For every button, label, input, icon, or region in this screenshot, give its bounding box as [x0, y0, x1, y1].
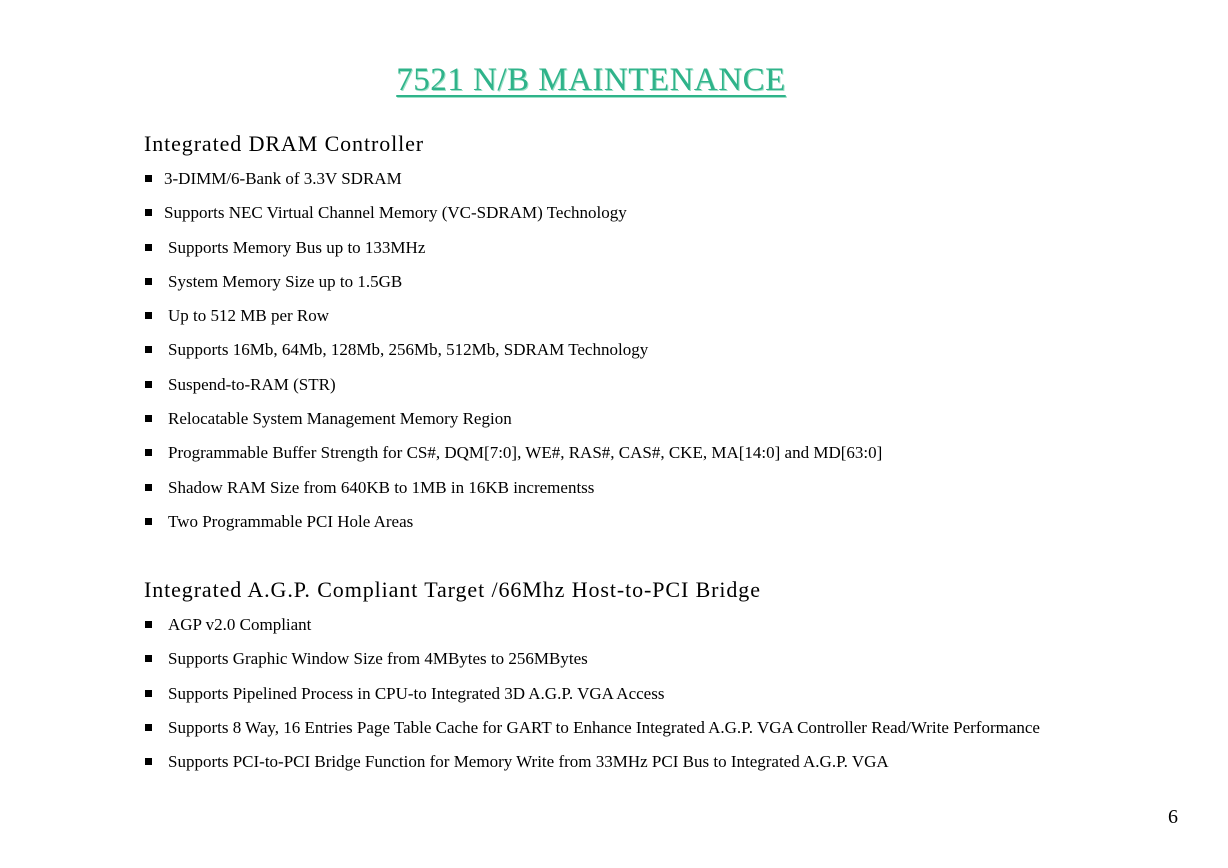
- list-item: Supports Memory Bus up to 133MHz: [144, 237, 1184, 259]
- section-dram-controller: [144, 131, 1184, 545]
- section-agp-bridge: [144, 577, 1184, 785]
- square-bullet-icon: [145, 346, 152, 353]
- list-item: Shadow RAM Size from 640KB to 1MB in 16KB incrementss: [144, 477, 1184, 499]
- list-item: 3-DIMM/6-Bank of 3.3V SDRAM: [144, 168, 1184, 190]
- square-bullet-icon: [145, 655, 152, 662]
- square-bullet-icon: [145, 312, 152, 319]
- section-heading: Integrated DRAM Controller: [144, 131, 425, 156]
- square-bullet-icon: [145, 690, 152, 697]
- list-item: Two Programmable PCI Hole Areas: [144, 511, 1184, 533]
- list-item: Programmable Buffer Strength for CS#, DQM[7:0], WE#, RAS#, CAS#, CKE, MA[14:0] and MD[63:0]: [144, 442, 1184, 464]
- list-item: Supports 16Mb, 64Mb, 128Mb, 256Mb, 512Mb, SDRAM Technology: [144, 339, 1184, 361]
- list-item: Supports Pipelined Process in CPU-to Integrated 3D A.G.P. VGA Access: [144, 683, 1184, 705]
- square-bullet-icon: [145, 209, 152, 216]
- square-bullet-icon: [145, 175, 152, 182]
- square-bullet-icon: [145, 244, 152, 251]
- list-item: Up to 512 MB per Row: [144, 305, 1184, 327]
- square-bullet-icon: [145, 449, 152, 456]
- list-item: Relocatable System Management Memory Region: [144, 408, 1184, 430]
- square-bullet-icon: [145, 381, 152, 388]
- page-title: 7521 N/B MAINTENANCE: [396, 62, 786, 98]
- list-item: AGP v2.0 Compliant: [144, 614, 1184, 636]
- square-bullet-icon: [145, 278, 152, 285]
- square-bullet-icon: [145, 621, 152, 628]
- square-bullet-icon: [145, 518, 152, 525]
- list-item: System Memory Size up to 1.5GB: [144, 271, 1184, 293]
- square-bullet-icon: [145, 415, 152, 422]
- list-item: Supports NEC Virtual Channel Memory (VC-SDRAM) Technology: [144, 202, 1184, 224]
- square-bullet-icon: [145, 724, 152, 731]
- section-heading: Integrated A.G.P. Compliant Target /66Mhz Host-to-PCI Bridge: [144, 577, 761, 602]
- list-item: Suspend-to-RAM (STR): [144, 374, 1184, 396]
- page-number: 6: [1168, 806, 1178, 828]
- list-item: Supports 8 Way, 16 Entries Page Table Cache for GART to Enhance Integrated A.G.P. VGA Controller Read/Write Performance: [144, 717, 1184, 739]
- list-item: Supports Graphic Window Size from 4MBytes to 256MBytes: [144, 648, 1184, 670]
- bullet-list: [144, 614, 1184, 773]
- square-bullet-icon: [145, 758, 152, 765]
- list-item: Supports PCI-to-PCI Bridge Function for Memory Write from 33MHz PCI Bus to Integrated A.G.P. VGA: [144, 751, 1184, 773]
- square-bullet-icon: [145, 484, 152, 491]
- bullet-list: [144, 168, 1184, 533]
